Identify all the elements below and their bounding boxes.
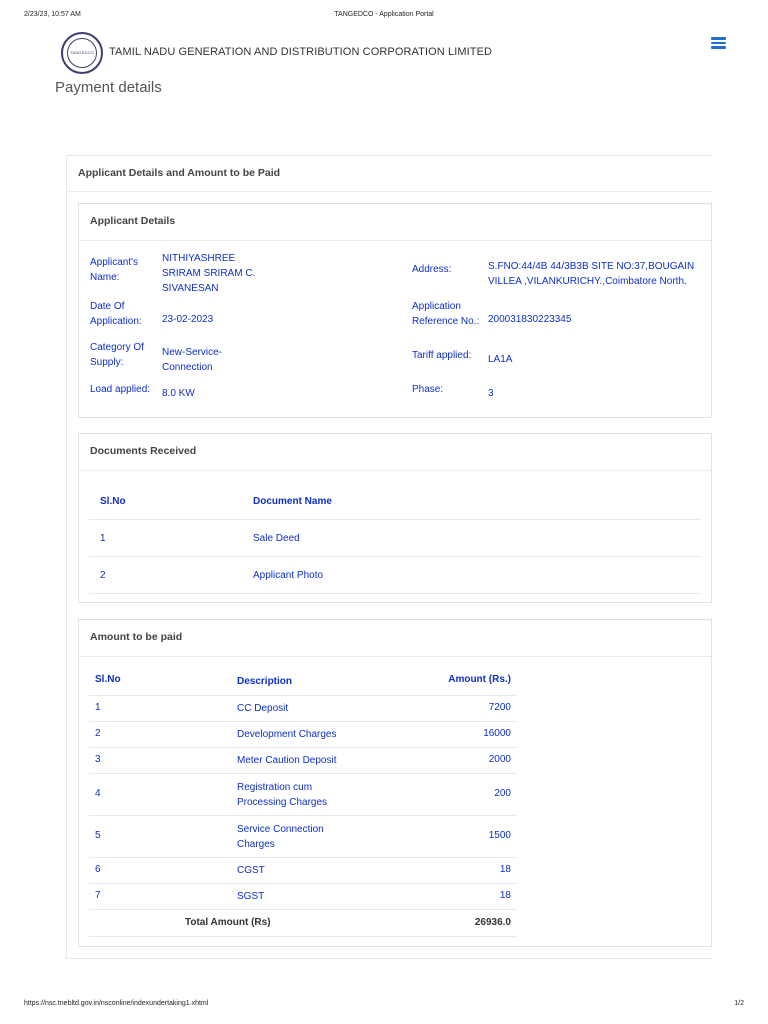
amount-value: 2000 xyxy=(488,754,511,765)
description-line: CC Deposit xyxy=(237,703,289,714)
print-page-number: 1/2 xyxy=(734,1000,744,1007)
table-row xyxy=(89,557,701,594)
category-of-supply-value xyxy=(162,345,222,375)
applicant-name-label xyxy=(90,255,138,285)
label-line: Reference No.: xyxy=(412,316,480,327)
amount-sl-no: 7 xyxy=(95,890,101,901)
applicant-name-value xyxy=(162,251,255,296)
description-line: Registration cum xyxy=(237,782,313,793)
table-row xyxy=(89,748,517,774)
applicant-details-title: Applicant Details xyxy=(79,204,711,241)
description-line: SGST xyxy=(237,891,265,902)
logo-text: TANGEDCO xyxy=(70,50,94,55)
amount-sl-no: 4 xyxy=(95,788,101,799)
amount-value: 7200 xyxy=(488,702,511,713)
document-name: Applicant Photo xyxy=(253,570,324,581)
label-line: Application: xyxy=(90,316,142,327)
total-row xyxy=(89,910,517,937)
amount-sl-no: 5 xyxy=(95,830,101,841)
site-header xyxy=(58,30,738,80)
amount-sl-no: 2 xyxy=(95,728,101,739)
payment-details-card xyxy=(66,155,712,959)
print-header xyxy=(24,11,744,23)
phase-label: Phase: xyxy=(412,384,444,395)
application-date-label xyxy=(90,299,142,329)
column-header-description: Description xyxy=(237,676,293,687)
table-header-row xyxy=(89,483,701,520)
amount-description xyxy=(237,753,377,768)
label-line: Date Of xyxy=(90,301,125,312)
table-row xyxy=(89,722,517,748)
documents-received-card xyxy=(78,433,712,603)
total-amount-value: 26936.0 xyxy=(474,917,511,928)
documents-received-title: Documents Received xyxy=(79,434,711,471)
applicant-details-card xyxy=(78,203,712,418)
value-line: NITHIYASHREE xyxy=(162,253,236,264)
label-line: Name: xyxy=(90,272,120,283)
table-row xyxy=(89,858,517,884)
application-reference-value: 200031830223345 xyxy=(488,314,572,325)
label-line: Application xyxy=(412,301,461,312)
amount-value: 18 xyxy=(499,864,511,875)
label-line: Category Of xyxy=(90,342,144,353)
outer-card-title: Applicant Details and Amount to be Paid xyxy=(67,156,712,192)
document-sl-no: 2 xyxy=(100,570,106,581)
table-header-row xyxy=(89,669,517,696)
value-line: S.FNO:44/4B 44/3B3B SITE NO:37,BOUGAIN xyxy=(488,261,695,272)
description-line: Development Charges xyxy=(237,729,337,740)
menu-bar xyxy=(711,37,726,40)
amount-sl-no: 6 xyxy=(95,864,101,875)
description-line: Service Connection xyxy=(237,824,324,835)
print-footer xyxy=(24,1000,744,1010)
column-header-document-name: Document Name xyxy=(253,496,332,507)
amount-description xyxy=(237,727,377,742)
document-name: Sale Deed xyxy=(253,533,300,544)
amount-sl-no: 1 xyxy=(95,702,101,713)
column-header-sl-no: Sl.No xyxy=(100,496,126,507)
print-page-title: TANGEDCO - Application Portal xyxy=(334,11,434,18)
print-date: 2/23/23, 10:57 AM xyxy=(24,11,81,18)
value-line: VILLEA ,VILANKURICHY.,Coimbatore North. xyxy=(488,276,687,287)
amount-description xyxy=(237,780,377,810)
amount-value: 200 xyxy=(494,788,511,799)
column-header-sl-no: Sl.No xyxy=(95,674,121,685)
value-line: SRIRAM SRIRAM C. xyxy=(162,268,256,279)
print-url: https://nsc.tnebltd.gov.in/nsconline/indexundertaking1.xhtml xyxy=(24,1000,209,1007)
table-row xyxy=(89,774,517,816)
value-line: New-Service- xyxy=(162,347,223,358)
table-row xyxy=(89,884,517,910)
amount-value: 18 xyxy=(499,890,511,901)
tangedco-logo[interactable] xyxy=(61,32,103,74)
hamburger-menu-icon[interactable] xyxy=(711,37,726,49)
value-line: Connection xyxy=(162,362,213,373)
address-value xyxy=(488,259,694,289)
amount-value: 1500 xyxy=(488,830,511,841)
amount-to-be-paid-title: Amount to be paid xyxy=(79,620,711,657)
table-row xyxy=(89,816,517,858)
amount-sl-no: 3 xyxy=(95,754,101,765)
amount-description xyxy=(237,701,377,716)
document-sl-no: 1 xyxy=(100,533,106,544)
load-applied-value: 8.0 KW xyxy=(162,388,195,399)
description-line: Meter Caution Deposit xyxy=(237,755,337,766)
description-line: Charges xyxy=(237,839,275,850)
organization-name: TAMIL NADU GENERATION AND DISTRIBUTION CORPORATION LIMITED xyxy=(109,46,493,58)
load-applied-label: Load applied: xyxy=(90,384,151,395)
table-row xyxy=(89,520,701,557)
documents-table xyxy=(89,483,701,594)
amount-to-be-paid-card xyxy=(78,619,712,947)
menu-bar xyxy=(711,46,726,49)
phase-value: 3 xyxy=(488,388,494,399)
table-row xyxy=(89,696,517,722)
amount-description xyxy=(237,822,377,852)
value-line: SIVANESAN xyxy=(162,283,219,294)
description-line: CGST xyxy=(237,865,265,876)
amount-table xyxy=(89,669,517,937)
column-header-amount: Amount (Rs.) xyxy=(448,674,511,685)
amount-description xyxy=(237,863,377,878)
application-reference-label xyxy=(412,299,479,329)
amount-description xyxy=(237,889,377,904)
category-of-supply-label xyxy=(90,340,144,370)
amount-value: 16000 xyxy=(483,728,511,739)
tariff-applied-value: LA1A xyxy=(488,354,513,365)
application-date-value: 23-02-2023 xyxy=(162,314,214,325)
tariff-applied-label: Tariff applied: xyxy=(412,350,472,361)
menu-bar xyxy=(711,42,726,45)
address-label: Address: xyxy=(412,264,452,275)
label-line: Applicant's xyxy=(90,257,139,268)
description-line: Processing Charges xyxy=(237,797,328,808)
total-amount-label: Total Amount (Rs) xyxy=(185,917,271,928)
page-title: Payment details xyxy=(55,79,162,96)
label-line: Supply: xyxy=(90,357,124,368)
